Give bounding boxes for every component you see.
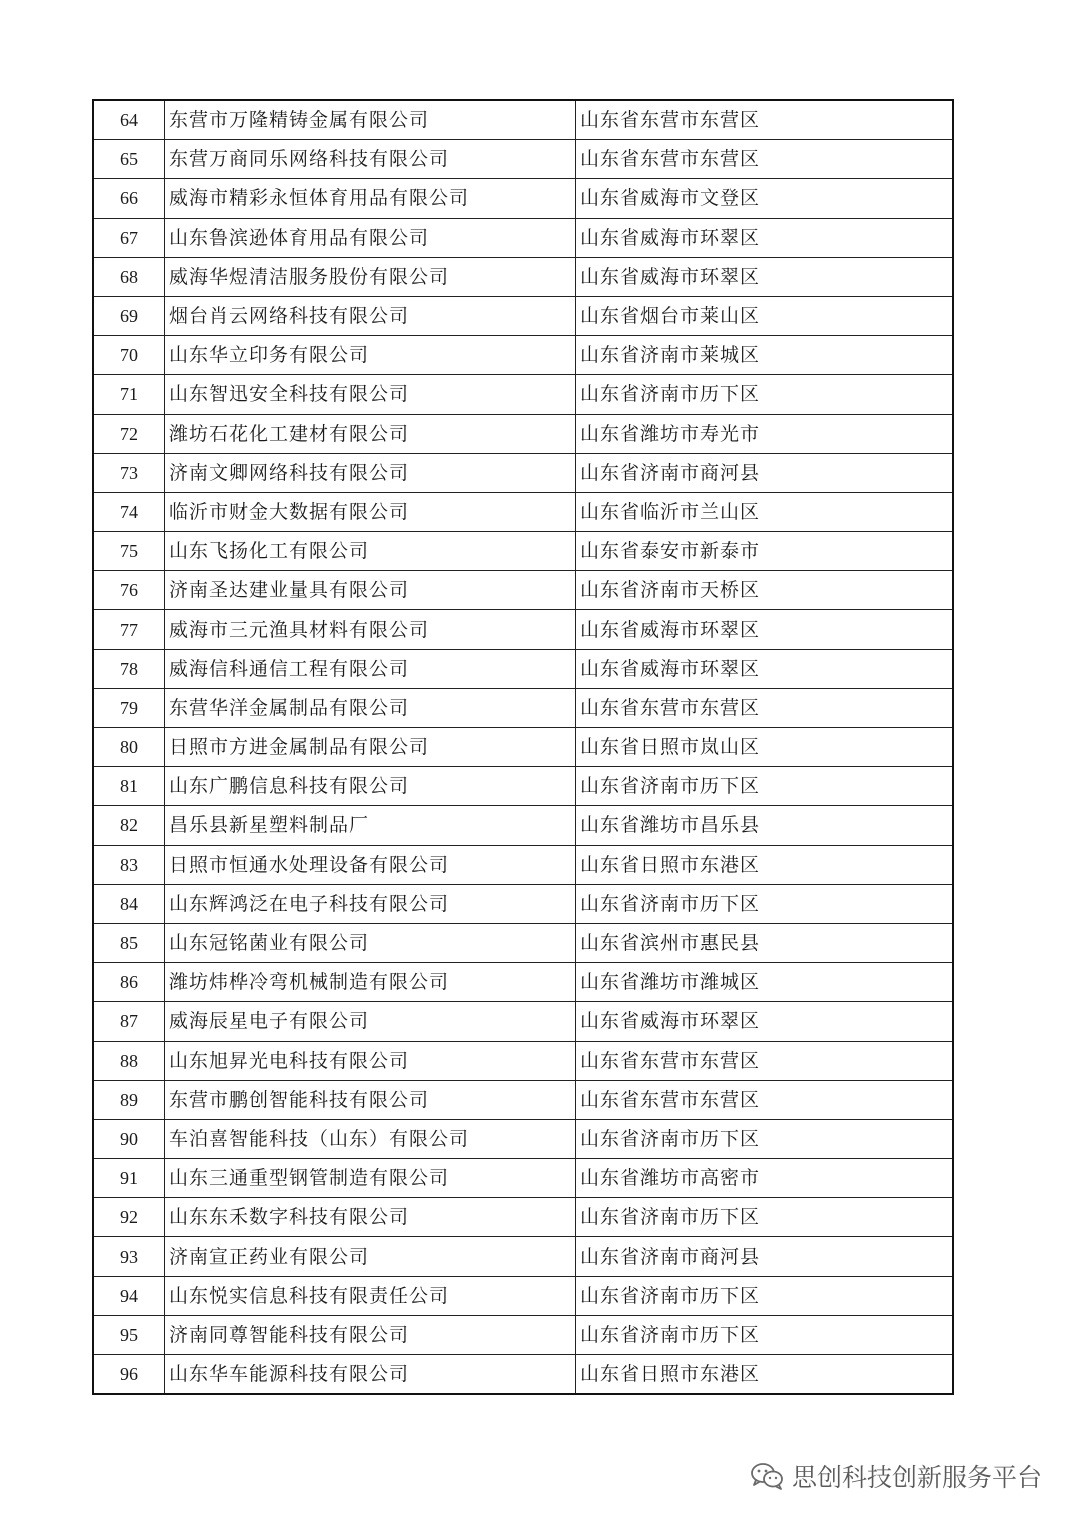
table-row [93,610,953,649]
row-number: 72 [93,414,165,453]
row-number: 73 [93,453,165,492]
company-address: 山东省济南市历下区 [576,1119,954,1158]
table-row [93,336,953,375]
table-row [93,414,953,453]
company-list-table-container [92,99,954,1395]
company-name: 昌乐县新星塑料制品厂 [165,806,576,845]
row-number: 74 [93,492,165,531]
table-row [93,453,953,492]
row-number: 67 [93,218,165,257]
watermark-text: 思创科技创新服务平台 [791,1463,1042,1492]
company-name: 东营市鹏创智能科技有限公司 [165,1080,576,1119]
table-row [93,571,953,610]
company-address: 山东省日照市东港区 [576,845,954,884]
company-address: 山东省潍坊市潍城区 [576,963,954,1002]
table-row [93,296,953,335]
company-name: 威海信科通信工程有限公司 [165,649,576,688]
company-address: 山东省东营市东营区 [576,688,954,727]
company-name: 济南宣正药业有限公司 [165,1237,576,1276]
table-row [93,688,953,727]
company-address: 山东省济南市历下区 [576,1315,954,1354]
company-address: 山东省济南市历下区 [576,375,954,414]
company-address: 山东省滨州市惠民县 [576,923,954,962]
company-address: 山东省济南市莱城区 [576,336,954,375]
table-row [93,375,953,414]
company-address: 山东省潍坊市昌乐县 [576,806,954,845]
row-number: 80 [93,728,165,767]
row-number: 93 [93,1237,165,1276]
wechat-icon [750,1462,784,1490]
row-number: 69 [93,296,165,335]
company-address: 山东省济南市历下区 [576,767,954,806]
row-number: 64 [93,100,165,140]
table-row [93,1002,953,1041]
company-address: 山东省东营市东营区 [576,1080,954,1119]
row-number: 77 [93,610,165,649]
company-name: 日照市方进金属制品有限公司 [165,728,576,767]
row-number: 76 [93,571,165,610]
row-number: 94 [93,1276,165,1315]
company-name: 东营万商同乐网络科技有限公司 [165,140,576,179]
table-row [93,884,953,923]
company-address: 山东省济南市天桥区 [576,571,954,610]
company-address: 山东省威海市环翠区 [576,1002,954,1041]
company-name: 山东飞扬化工有限公司 [165,532,576,571]
row-number: 78 [93,649,165,688]
row-number: 81 [93,767,165,806]
company-name: 山东华车能源科技有限公司 [165,1355,576,1395]
row-number: 83 [93,845,165,884]
company-address: 山东省济南市历下区 [576,884,954,923]
company-address: 山东省日照市岚山区 [576,728,954,767]
table-row [93,492,953,531]
table-row [93,806,953,845]
company-name: 山东广鹏信息科技有限公司 [165,767,576,806]
company-address: 山东省济南市历下区 [576,1276,954,1315]
table-row [93,1080,953,1119]
table-row [93,963,953,1002]
table-row [93,845,953,884]
row-number: 86 [93,963,165,1002]
table-row [93,1355,953,1395]
table-row [93,1198,953,1237]
company-list-table [92,99,954,1395]
row-number: 87 [93,1002,165,1041]
company-name: 威海辰星电子有限公司 [165,1002,576,1041]
table-row [93,100,953,140]
company-address: 山东省威海市环翠区 [576,649,954,688]
row-number: 90 [93,1119,165,1158]
row-number: 82 [93,806,165,845]
row-number: 96 [93,1355,165,1395]
table-row [93,1276,953,1315]
row-number: 68 [93,257,165,296]
company-name: 山东悦实信息科技有限责任公司 [165,1276,576,1315]
company-name: 车泊喜智能科技（山东）有限公司 [165,1119,576,1158]
company-address: 山东省威海市环翠区 [576,218,954,257]
company-name: 济南圣达建业量具有限公司 [165,571,576,610]
company-address: 山东省潍坊市高密市 [576,1159,954,1198]
company-address: 山东省日照市东港区 [576,1355,954,1395]
row-number: 71 [93,375,165,414]
company-name: 山东辉鸿泛在电子科技有限公司 [165,884,576,923]
company-name: 济南文卿网络科技有限公司 [165,453,576,492]
company-address: 山东省威海市环翠区 [576,610,954,649]
company-name: 东营华洋金属制品有限公司 [165,688,576,727]
company-address: 山东省威海市环翠区 [576,257,954,296]
company-name: 威海市精彩永恒体育用品有限公司 [165,179,576,218]
company-address: 山东省济南市商河县 [576,453,954,492]
table-row [93,179,953,218]
row-number: 88 [93,1041,165,1080]
table-row [93,257,953,296]
row-number: 75 [93,532,165,571]
company-address: 山东省济南市历下区 [576,1198,954,1237]
row-number: 65 [93,140,165,179]
company-address: 山东省东营市东营区 [576,1041,954,1080]
table-row [93,1159,953,1198]
company-address: 山东省临沂市兰山区 [576,492,954,531]
company-name: 山东鲁滨逊体育用品有限公司 [165,218,576,257]
table-row [93,1237,953,1276]
table-body [93,100,953,1394]
company-address: 山东省东营市东营区 [576,140,954,179]
table-row [93,649,953,688]
company-address: 山东省潍坊市寿光市 [576,414,954,453]
company-name: 济南同尊智能科技有限公司 [165,1315,576,1354]
table-row [93,1041,953,1080]
row-number: 84 [93,884,165,923]
company-name: 日照市恒通水处理设备有限公司 [165,845,576,884]
row-number: 91 [93,1159,165,1198]
company-name: 潍坊炜桦冷弯机械制造有限公司 [165,963,576,1002]
table-row [93,767,953,806]
company-address: 山东省泰安市新泰市 [576,532,954,571]
company-name: 威海华煜清洁服务股份有限公司 [165,257,576,296]
company-address: 山东省烟台市莱山区 [576,296,954,335]
table-row [93,532,953,571]
company-address: 山东省威海市文登区 [576,179,954,218]
table-row [93,923,953,962]
company-name: 山东冠铭菌业有限公司 [165,923,576,962]
table-row [93,218,953,257]
company-name: 烟台肖云网络科技有限公司 [165,296,576,335]
company-name: 山东华立印务有限公司 [165,336,576,375]
company-address: 山东省东营市东营区 [576,100,954,140]
table-row [93,1119,953,1158]
company-name: 山东智迅安全科技有限公司 [165,375,576,414]
table-row [93,140,953,179]
table-row [93,728,953,767]
row-number: 95 [93,1315,165,1354]
company-name: 潍坊石花化工建材有限公司 [165,414,576,453]
company-name: 威海市三元渔具材料有限公司 [165,610,576,649]
row-number: 85 [93,923,165,962]
row-number: 70 [93,336,165,375]
company-name: 山东东禾数字科技有限公司 [165,1198,576,1237]
company-address: 山东省济南市商河县 [576,1237,954,1276]
company-name: 山东旭昇光电科技有限公司 [165,1041,576,1080]
table-row [93,1315,953,1354]
company-name: 山东三通重型钢管制造有限公司 [165,1159,576,1198]
row-number: 79 [93,688,165,727]
company-name: 东营市万隆精铸金属有限公司 [165,100,576,140]
row-number: 92 [93,1198,165,1237]
watermark [750,1458,1042,1494]
row-number: 89 [93,1080,165,1119]
company-name: 临沂市财金大数据有限公司 [165,492,576,531]
row-number: 66 [93,179,165,218]
